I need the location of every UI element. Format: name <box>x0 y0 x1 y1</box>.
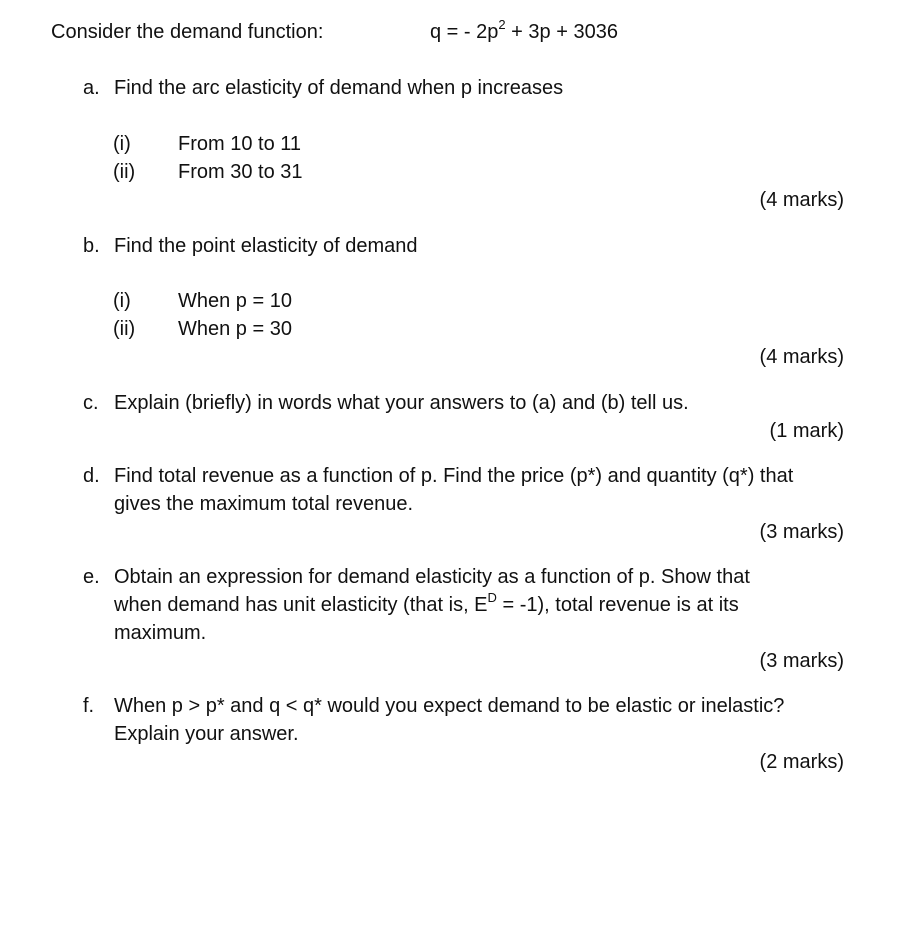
formula-exponent: 2 <box>498 17 506 33</box>
question-a-letter: a. <box>83 77 100 99</box>
question-e-text-line2 <box>114 590 739 617</box>
question-b-sub-i-num: (i) <box>113 290 131 312</box>
question-a-sub-ii-num: (ii) <box>113 161 136 183</box>
elasticity-superscript: D <box>487 590 497 606</box>
question-b-sub-ii-num: (ii) <box>113 318 136 340</box>
question-a-sub-ii-text: From 30 to 31 <box>178 161 303 183</box>
question-a-marks: (4 marks) <box>759 189 844 211</box>
question-e-marks: (3 marks) <box>759 650 844 672</box>
question-e-letter: e. <box>83 566 100 588</box>
intro-label: Consider the demand function: <box>51 21 324 43</box>
question-c-text: Explain (briefly) in words what your answers to (a) and (b) tell us. <box>114 392 689 414</box>
question-b-text: Find the point elasticity of demand <box>114 235 418 257</box>
question-f-letter: f. <box>83 695 95 717</box>
question-f-text-line1: When p > p* and q < q* would you expect demand to be elastic or inelastic? <box>114 695 785 717</box>
question-b-marks: (4 marks) <box>759 346 844 368</box>
question-d-marks: (3 marks) <box>759 521 844 543</box>
formula-post: + 3p + 3036 <box>505 21 618 43</box>
question-c-letter: c. <box>83 392 99 414</box>
question-b-sub-ii-text: When p = 30 <box>178 318 292 340</box>
question-b-letter: b. <box>83 235 100 257</box>
question-b-sub-i-text: When p = 10 <box>178 290 292 312</box>
question-a-sub-i-num: (i) <box>113 133 131 155</box>
question-e-text-line1: Obtain an expression for demand elasticity as a function of p. Show that <box>114 566 750 588</box>
question-e-line2-post: = -1), total revenue is at its <box>496 594 739 616</box>
question-d-letter: d. <box>83 465 100 487</box>
question-f-text-line2: Explain your answer. <box>114 723 299 745</box>
question-a-sub-i-text: From 10 to 11 <box>178 133 302 155</box>
question-e-text-line3: maximum. <box>114 622 207 644</box>
question-d-text-line1: Find total revenue as a function of p. Find the price (p*) and quantity (q*) that <box>114 465 794 487</box>
question-c-marks: (1 mark) <box>769 420 844 442</box>
question-f-marks: (2 marks) <box>759 751 844 773</box>
demand-formula <box>430 17 618 44</box>
question-a-text: Find the arc elasticity of demand when p increases <box>114 77 564 99</box>
question-d-text-line2: gives the maximum total revenue. <box>114 493 414 515</box>
formula-pre: q = - 2p <box>430 21 499 43</box>
question-e-line2-pre: when demand has unit elasticity (that is, E <box>114 594 488 616</box>
